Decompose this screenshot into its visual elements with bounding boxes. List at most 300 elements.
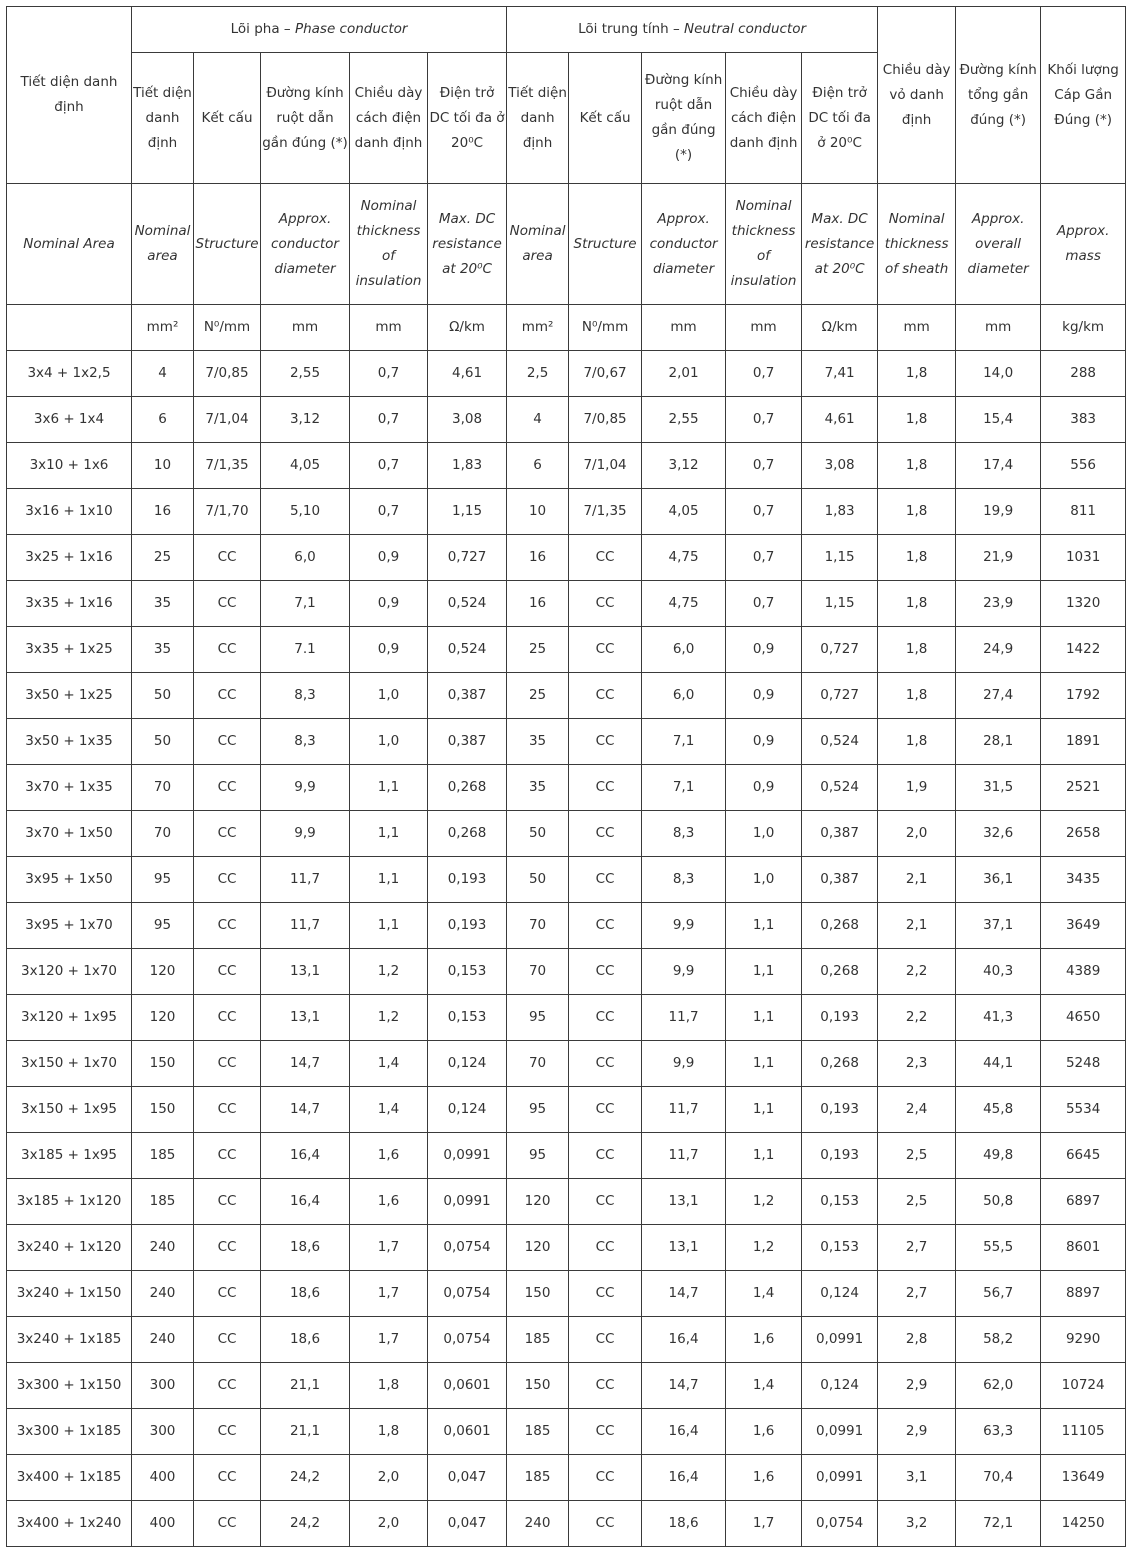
table-cell: 35 <box>507 765 569 811</box>
table-cell: 0,387 <box>428 719 507 765</box>
table-cell: 7,1 <box>642 765 726 811</box>
table-cell: 1,1 <box>350 903 428 949</box>
row-label-cell: 3x25 + 1x16 <box>7 535 132 581</box>
table-cell: 0,9 <box>350 581 428 627</box>
table-cell: 0,9 <box>726 719 802 765</box>
overall-header-vi: Đường kính tổng gần đúng (*) <box>956 7 1041 184</box>
table-cell: CC <box>194 765 261 811</box>
table-cell: 0,9 <box>726 765 802 811</box>
table-cell: 16 <box>507 535 569 581</box>
table-cell: 1,6 <box>726 1317 802 1363</box>
table-cell: CC <box>194 627 261 673</box>
unit-cell: mm <box>350 305 428 351</box>
table-cell: 2,9 <box>878 1409 956 1455</box>
table-cell: 0,7 <box>726 489 802 535</box>
table-cell: 2,5 <box>878 1133 956 1179</box>
table-cell: 58,2 <box>956 1317 1041 1363</box>
table-cell: 0,727 <box>802 673 878 719</box>
table-cell: 2,3 <box>878 1041 956 1087</box>
row-label-cell: 3x150 + 1x70 <box>7 1041 132 1087</box>
row-label-cell: 3x35 + 1x16 <box>7 581 132 627</box>
table-cell: 1,6 <box>350 1179 428 1225</box>
neutral-col-header-vi: Điện trở DC tối đa ở 20⁰C <box>802 53 878 184</box>
table-cell: 25 <box>507 673 569 719</box>
table-cell: 36,1 <box>956 857 1041 903</box>
table-cell: 27,4 <box>956 673 1041 719</box>
sheath-header-en: Nominal thickness of sheath <box>878 184 956 305</box>
table-cell: 0,7 <box>726 351 802 397</box>
table-row <box>7 1317 1126 1363</box>
table-row <box>7 397 1126 443</box>
neutral-col-header-vi: Tiết diện danh định <box>507 53 569 184</box>
table-cell: 0,0754 <box>428 1317 507 1363</box>
table-cell: 95 <box>507 995 569 1041</box>
table-cell: CC <box>569 535 642 581</box>
table-cell: 14,7 <box>261 1087 350 1133</box>
table-cell: 72,1 <box>956 1501 1041 1547</box>
table-cell: 1,0 <box>350 719 428 765</box>
table-cell: 23,9 <box>956 581 1041 627</box>
row-label-cell: 3x70 + 1x35 <box>7 765 132 811</box>
table-cell: 1,6 <box>726 1409 802 1455</box>
table-cell: 7.1 <box>261 627 350 673</box>
table-cell: 7/0,85 <box>569 397 642 443</box>
table-cell: 1,2 <box>726 1179 802 1225</box>
unit-cell: Ω/km <box>802 305 878 351</box>
table-cell: 10 <box>507 489 569 535</box>
unit-cell: kg/km <box>1041 305 1126 351</box>
table-cell: 0,387 <box>428 673 507 719</box>
table-row <box>7 903 1126 949</box>
units-row <box>7 305 1126 351</box>
table-cell: 0,524 <box>802 719 878 765</box>
table-cell: CC <box>569 1317 642 1363</box>
row-label-cell: 3x185 + 1x95 <box>7 1133 132 1179</box>
table-cell: 1,0 <box>726 811 802 857</box>
table-cell: 7/1,35 <box>194 443 261 489</box>
table-cell: 120 <box>507 1179 569 1225</box>
table-row <box>7 581 1126 627</box>
table-cell: 24,2 <box>261 1501 350 1547</box>
unit-cell: mm <box>878 305 956 351</box>
table-cell: CC <box>569 811 642 857</box>
table-cell: 4 <box>507 397 569 443</box>
table-cell: 6897 <box>1041 1179 1126 1225</box>
table-cell: 16,4 <box>261 1179 350 1225</box>
table-cell: 1,6 <box>350 1133 428 1179</box>
table-cell: 0,0754 <box>428 1271 507 1317</box>
table-cell: 8,3 <box>261 719 350 765</box>
table-cell: 3,08 <box>428 397 507 443</box>
table-cell: 0,7 <box>350 397 428 443</box>
table-cell: 56,7 <box>956 1271 1041 1317</box>
table-row <box>7 949 1126 995</box>
table-cell: 1,2 <box>350 995 428 1041</box>
row-label-cell: 3x120 + 1x70 <box>7 949 132 995</box>
row-label-cell: 3x16 + 1x10 <box>7 489 132 535</box>
table-cell: 0,0991 <box>428 1179 507 1225</box>
table-cell: 1,2 <box>726 1225 802 1271</box>
table-cell: 1,1 <box>350 811 428 857</box>
table-cell: 1,83 <box>802 489 878 535</box>
row-label-cell: 3x4 + 1x2,5 <box>7 351 132 397</box>
table-cell: CC <box>194 949 261 995</box>
unit-cell: N⁰/mm <box>569 305 642 351</box>
table-cell: CC <box>569 1363 642 1409</box>
table-row <box>7 719 1126 765</box>
table-cell: 4,75 <box>642 581 726 627</box>
table-cell: 185 <box>132 1179 194 1225</box>
table-cell: 0,124 <box>428 1041 507 1087</box>
table-cell: 6 <box>132 397 194 443</box>
table-cell: 95 <box>507 1133 569 1179</box>
table-cell: 13,1 <box>261 949 350 995</box>
mass-header-en: Approx. mass <box>1041 184 1126 305</box>
table-cell: 1,1 <box>350 765 428 811</box>
table-cell: 95 <box>132 857 194 903</box>
table-cell: 556 <box>1041 443 1126 489</box>
table-cell: 300 <box>132 1363 194 1409</box>
table-cell: 0,0991 <box>802 1455 878 1501</box>
table-cell: 0,0991 <box>802 1317 878 1363</box>
table-cell: CC <box>194 857 261 903</box>
area-header-en: Nominal Area <box>7 184 132 305</box>
table-cell: 1891 <box>1041 719 1126 765</box>
row-label-cell: 3x240 + 1x120 <box>7 1225 132 1271</box>
table-cell: CC <box>194 1041 261 1087</box>
table-cell: 2,01 <box>642 351 726 397</box>
table-cell: CC <box>569 995 642 1041</box>
table-cell: 7/0,85 <box>194 351 261 397</box>
neutral-col-header-en: Nominal area <box>507 184 569 305</box>
table-cell: 11,7 <box>642 995 726 1041</box>
table-cell: 4 <box>132 351 194 397</box>
row-label-cell: 3x10 + 1x6 <box>7 443 132 489</box>
table-cell: 0,7 <box>726 397 802 443</box>
table-cell: 1,7 <box>350 1225 428 1271</box>
table-cell: 0,268 <box>802 903 878 949</box>
neutral-group-vi: Lõi trung tính – <box>578 21 680 37</box>
table-cell: 0,268 <box>802 1041 878 1087</box>
phase-col-header-en: Nominal area <box>132 184 194 305</box>
table-cell: 0,524 <box>428 627 507 673</box>
table-cell: CC <box>569 1455 642 1501</box>
table-cell: 0,7 <box>350 443 428 489</box>
table-cell: 1,8 <box>878 489 956 535</box>
table-cell: 1,2 <box>350 949 428 995</box>
table-cell: 0,387 <box>802 857 878 903</box>
table-cell: 150 <box>132 1087 194 1133</box>
table-cell: 0,193 <box>802 1133 878 1179</box>
row-label-cell: 3x185 + 1x120 <box>7 1179 132 1225</box>
table-cell: 8,3 <box>261 673 350 719</box>
table-cell: 9,9 <box>261 811 350 857</box>
table-cell: CC <box>194 1179 261 1225</box>
neutral-group-header <box>507 7 878 53</box>
unit-cell: mm <box>261 305 350 351</box>
table-cell: 16,4 <box>261 1133 350 1179</box>
table-cell: 37,1 <box>956 903 1041 949</box>
table-cell: 0,268 <box>428 765 507 811</box>
table-row <box>7 1041 1126 1087</box>
table-cell: 3,2 <box>878 1501 956 1547</box>
neutral-col-header-vi: Kết cấu <box>569 53 642 184</box>
table-cell: 45,8 <box>956 1087 1041 1133</box>
table-cell: 240 <box>507 1501 569 1547</box>
table-cell: 0,9 <box>350 535 428 581</box>
table-cell: 9,9 <box>642 1041 726 1087</box>
table-cell: 70 <box>507 903 569 949</box>
table-cell: 1,8 <box>878 351 956 397</box>
table-cell: CC <box>569 1179 642 1225</box>
table-cell: CC <box>569 765 642 811</box>
table-cell: 0,387 <box>802 811 878 857</box>
unit-cell: N⁰/mm <box>194 305 261 351</box>
table-cell: 0,7 <box>726 443 802 489</box>
row-label-cell: 3x50 + 1x25 <box>7 673 132 719</box>
table-cell: 0,0601 <box>428 1363 507 1409</box>
table-cell: CC <box>194 1271 261 1317</box>
table-cell: 10 <box>132 443 194 489</box>
table-cell: 0,153 <box>428 995 507 1041</box>
table-cell: CC <box>569 1271 642 1317</box>
table-cell: 6,0 <box>642 673 726 719</box>
table-cell: 4,05 <box>261 443 350 489</box>
table-cell: 63,3 <box>956 1409 1041 1455</box>
table-cell: 2,8 <box>878 1317 956 1363</box>
table-cell: 14,0 <box>956 351 1041 397</box>
table-cell: 18,6 <box>261 1317 350 1363</box>
table-cell: 0,124 <box>428 1087 507 1133</box>
table-cell: 13,1 <box>642 1225 726 1271</box>
table-cell: 0,153 <box>802 1225 878 1271</box>
table-cell: 2,1 <box>878 903 956 949</box>
neutral-col-header-vi: Đường kính ruột dẫn gần đúng (*) <box>642 53 726 184</box>
table-cell: CC <box>194 995 261 1041</box>
table-cell: 7/1,04 <box>569 443 642 489</box>
cable-spec-table <box>6 6 1126 1547</box>
table-cell: 1,8 <box>878 581 956 627</box>
table-cell: 2658 <box>1041 811 1126 857</box>
table-cell: 0,0991 <box>802 1409 878 1455</box>
table-cell: 4,05 <box>642 489 726 535</box>
unit-cell: mm <box>726 305 802 351</box>
table-cell: 1,1 <box>726 949 802 995</box>
table-cell: 120 <box>132 949 194 995</box>
table-cell: 4,61 <box>802 397 878 443</box>
table-cell: 0,193 <box>428 903 507 949</box>
table-cell: 17,4 <box>956 443 1041 489</box>
table-cell: 0,9 <box>726 627 802 673</box>
table-cell: 185 <box>507 1455 569 1501</box>
table-cell: 1422 <box>1041 627 1126 673</box>
table-cell: 24,2 <box>261 1455 350 1501</box>
table-row <box>7 1133 1126 1179</box>
table-row <box>7 443 1126 489</box>
table-cell: 0,524 <box>428 581 507 627</box>
table-cell: 25 <box>132 535 194 581</box>
unit-cell: mm <box>642 305 726 351</box>
table-cell: CC <box>569 581 642 627</box>
row-label-cell: 3x35 + 1x25 <box>7 627 132 673</box>
table-cell: CC <box>194 1363 261 1409</box>
table-row <box>7 1455 1126 1501</box>
table-cell: 55,5 <box>956 1225 1041 1271</box>
table-cell: CC <box>194 811 261 857</box>
table-cell: 3,12 <box>261 397 350 443</box>
neutral-col-header-en: Structure <box>569 184 642 305</box>
table-cell: 1,15 <box>802 535 878 581</box>
table-cell: 3,1 <box>878 1455 956 1501</box>
table-cell: 35 <box>132 581 194 627</box>
table-cell: CC <box>569 1225 642 1271</box>
table-cell: 11105 <box>1041 1409 1126 1455</box>
table-row <box>7 1087 1126 1133</box>
table-cell: 16 <box>507 581 569 627</box>
table-cell: 0,9 <box>350 627 428 673</box>
table-cell: 21,9 <box>956 535 1041 581</box>
table-cell: 2,5 <box>507 351 569 397</box>
table-cell: CC <box>569 1041 642 1087</box>
table-cell: 8,3 <box>642 811 726 857</box>
table-cell: CC <box>569 857 642 903</box>
table-cell: 1,8 <box>878 719 956 765</box>
table-cell: 0,7 <box>726 581 802 627</box>
table-cell: 1,1 <box>726 1041 802 1087</box>
table-cell: 13,1 <box>642 1179 726 1225</box>
english-header-row <box>7 184 1126 305</box>
table-cell: 1,8 <box>878 627 956 673</box>
table-cell: 383 <box>1041 397 1126 443</box>
table-cell: 49,8 <box>956 1133 1041 1179</box>
table-cell: 14,7 <box>261 1041 350 1087</box>
phase-col-header-vi: Kết cấu <box>194 53 261 184</box>
table-cell: 2,55 <box>642 397 726 443</box>
table-cell: 11,7 <box>642 1087 726 1133</box>
table-cell: 1,8 <box>878 443 956 489</box>
table-row <box>7 811 1126 857</box>
row-label-cell: 3x95 + 1x50 <box>7 857 132 903</box>
phase-col-header-vi: Chiều dày cách điện danh định <box>350 53 428 184</box>
table-cell: 7/1,70 <box>194 489 261 535</box>
table-cell: 6645 <box>1041 1133 1126 1179</box>
table-cell: 10724 <box>1041 1363 1126 1409</box>
table-cell: 70 <box>132 765 194 811</box>
table-cell: 2,2 <box>878 949 956 995</box>
table-cell: 19,9 <box>956 489 1041 535</box>
table-cell: 0,153 <box>802 1179 878 1225</box>
table-cell: 5248 <box>1041 1041 1126 1087</box>
row-label-cell: 3x400 + 1x240 <box>7 1501 132 1547</box>
table-cell: 31,5 <box>956 765 1041 811</box>
table-cell: 0,524 <box>802 765 878 811</box>
table-cell: 0,7 <box>350 489 428 535</box>
table-cell: 0,727 <box>428 535 507 581</box>
table-cell: 2,55 <box>261 351 350 397</box>
table-cell: 16,4 <box>642 1455 726 1501</box>
table-row <box>7 857 1126 903</box>
table-cell: 35 <box>132 627 194 673</box>
row-label-cell: 3x150 + 1x95 <box>7 1087 132 1133</box>
table-cell: 4,75 <box>642 535 726 581</box>
table-cell: 0,0601 <box>428 1409 507 1455</box>
sheath-header-vi: Chiều dày vỏ danh định <box>878 7 956 184</box>
table-row <box>7 1179 1126 1225</box>
table-cell: 2,9 <box>878 1363 956 1409</box>
unit-cell: mm² <box>132 305 194 351</box>
table-cell: 185 <box>507 1317 569 1363</box>
phase-col-header-en: Approx. conductor diameter <box>261 184 350 305</box>
table-cell: 18,6 <box>261 1271 350 1317</box>
table-cell: 1,83 <box>428 443 507 489</box>
table-row <box>7 489 1126 535</box>
table-cell: 2,4 <box>878 1087 956 1133</box>
table-cell: CC <box>194 535 261 581</box>
table-cell: 0,0991 <box>428 1133 507 1179</box>
table-cell: CC <box>194 581 261 627</box>
table-row <box>7 1225 1126 1271</box>
table-cell: 62,0 <box>956 1363 1041 1409</box>
unit-cell: mm <box>956 305 1041 351</box>
table-cell: 16,4 <box>642 1409 726 1455</box>
table-cell: 1,1 <box>726 1087 802 1133</box>
table-cell: 0,047 <box>428 1455 507 1501</box>
row-label-cell: 3x6 + 1x4 <box>7 397 132 443</box>
table-cell: 7,1 <box>261 581 350 627</box>
table-cell: 7/1,35 <box>569 489 642 535</box>
table-cell: 28,1 <box>956 719 1041 765</box>
table-cell: 1,15 <box>802 581 878 627</box>
table-cell: 24,9 <box>956 627 1041 673</box>
table-cell: 0,727 <box>802 627 878 673</box>
table-cell: CC <box>569 1087 642 1133</box>
table-cell: 9290 <box>1041 1317 1126 1363</box>
table-row <box>7 627 1126 673</box>
table-cell: 15,4 <box>956 397 1041 443</box>
table-cell: CC <box>194 903 261 949</box>
table-cell: 11,7 <box>261 903 350 949</box>
table-row <box>7 1271 1126 1317</box>
table-cell: CC <box>194 1225 261 1271</box>
table-cell: 7,1 <box>642 719 726 765</box>
table-cell: 0,193 <box>802 1087 878 1133</box>
neutral-group-en: Neutral conductor <box>684 21 807 37</box>
table-cell: 1,7 <box>350 1271 428 1317</box>
table-cell: 150 <box>132 1041 194 1087</box>
table-cell: 2,2 <box>878 995 956 1041</box>
table-cell: 7,41 <box>802 351 878 397</box>
table-cell: 300 <box>132 1409 194 1455</box>
table-cell: 1,8 <box>350 1363 428 1409</box>
table-cell: 6,0 <box>642 627 726 673</box>
table-cell: 18,6 <box>261 1225 350 1271</box>
unit-cell <box>7 305 132 351</box>
table-cell: 21,1 <box>261 1363 350 1409</box>
table-cell: 400 <box>132 1501 194 1547</box>
phase-col-header-vi: Điện trở DC tối đa ở 20⁰C <box>428 53 507 184</box>
table-cell: 70 <box>507 949 569 995</box>
table-cell: 1,0 <box>350 673 428 719</box>
row-label-cell: 3x50 + 1x35 <box>7 719 132 765</box>
table-cell: 14,7 <box>642 1363 726 1409</box>
table-cell: 4,61 <box>428 351 507 397</box>
table-cell: 1,8 <box>878 397 956 443</box>
table-cell: 1,1 <box>726 1133 802 1179</box>
table-row <box>7 765 1126 811</box>
phase-col-header-vi: Đường kính ruột dẫn gần đúng (*) <box>261 53 350 184</box>
row-label-cell: 3x240 + 1x150 <box>7 1271 132 1317</box>
table-cell: 7/1,04 <box>194 397 261 443</box>
